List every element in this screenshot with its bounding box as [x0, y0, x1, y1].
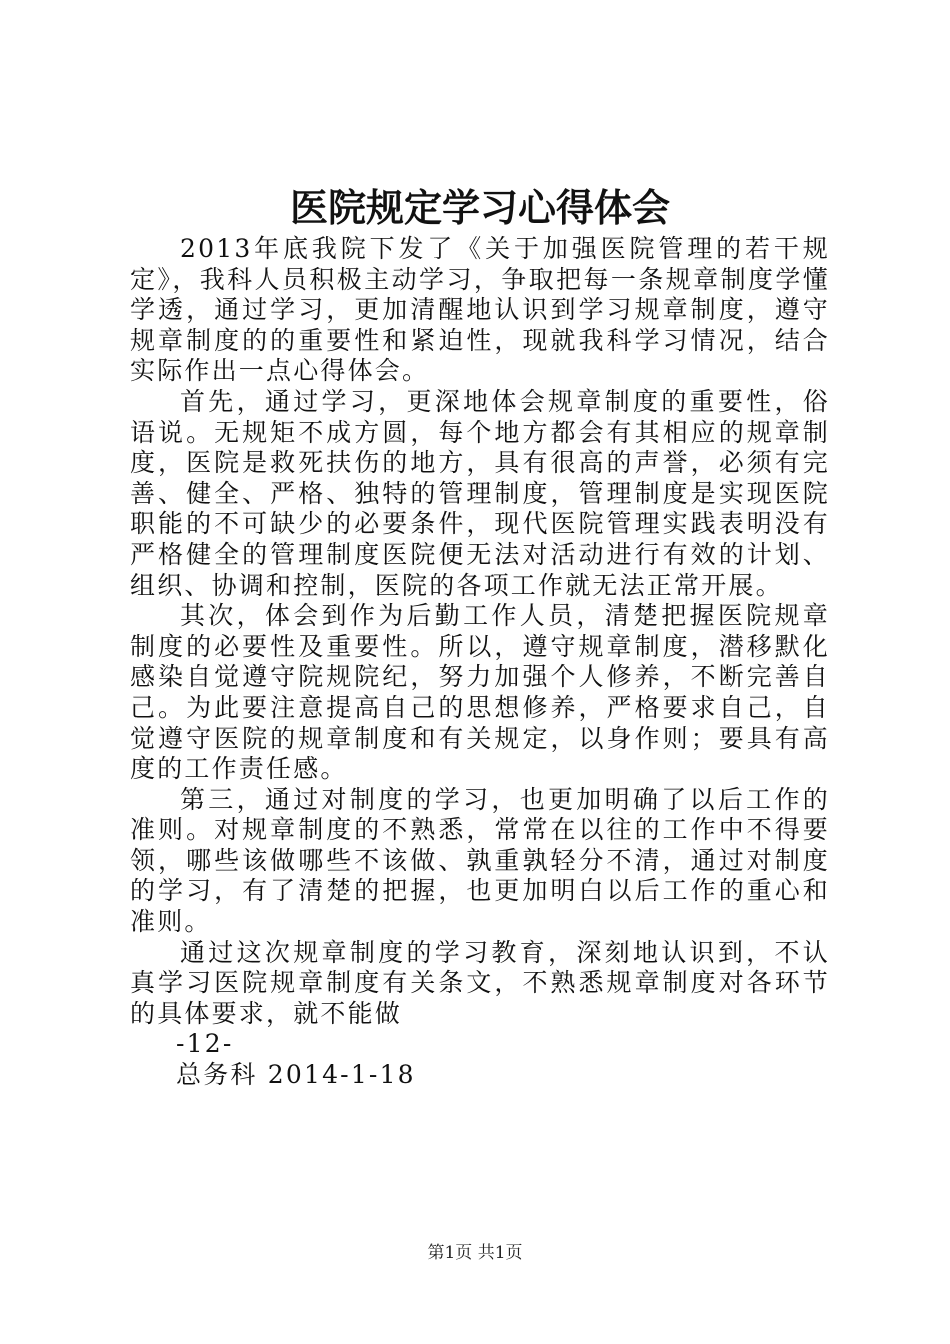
paragraph-conclusion: 通过这次规章制度的学习教育，深刻地认识到，不认真学习医院规章制度有关条文，不熟悉规章制度对各环节的具体要求，就不能做: [130, 937, 830, 1028]
document-body: [130, 234, 830, 1091]
paragraph-intro: 2013年底我院下发了《关于加强医院管理的若干规定》，我科人员积极主动学习，争取把每一条规章制度学懂学透，通过学习，更加清醒地认识到学习规章制度，遵守规章制度的的重要性和紧迫性，现就我科学习情况，结合实际作出一点心得体会。: [130, 234, 830, 386]
paragraph-second: 其次，体会到作为后勤工作人员，清楚把握医院规章制度的必要性及重要性。所以，遵守规章制度，潜移默化感染自觉遵守院规院纪，努力加强个人修养，不断完善自己。为此要注意提高自己的思想修养，严格要求自己，自觉遵守医院的规章制度和有关规定，以身作则；要具有高度的工作责任感。: [130, 601, 830, 784]
signature: 总务科 2014-1-18: [176, 1060, 416, 1090]
paragraph-third: 第三，通过对制度的学习，也更加明确了以后工作的准则。对规章制度的不熟悉，常常在以往的工作中不得要领，哪些该做哪些不该做、孰重孰轻分不清，通过对制度的学习，有了清楚的把握，也更加明白以后工作的重心和准则。: [130, 784, 830, 937]
page-marker: -12-: [176, 1029, 234, 1059]
paragraph-first: 首先，通过学习，更深地体会规章制度的重要性，俗语说。无规矩不成方圆，每个地方都会有其相应的规章制度，医院是救死扶伤的地方，具有很高的声誉，必须有完善、健全、严格、独特的管理制度，管理制度是实现医院职能的不可缺少的必要条件，现代医院管理实践表明没有严格健全的管理制度医院便无法对活动进行有效的计划、组织、协调和控制，医院的各项工作就无法正常开展。: [130, 386, 830, 600]
document-title: 医院规定学习心得体会: [289, 185, 670, 230]
page-footer: 第1页 共1页: [427, 1243, 523, 1263]
